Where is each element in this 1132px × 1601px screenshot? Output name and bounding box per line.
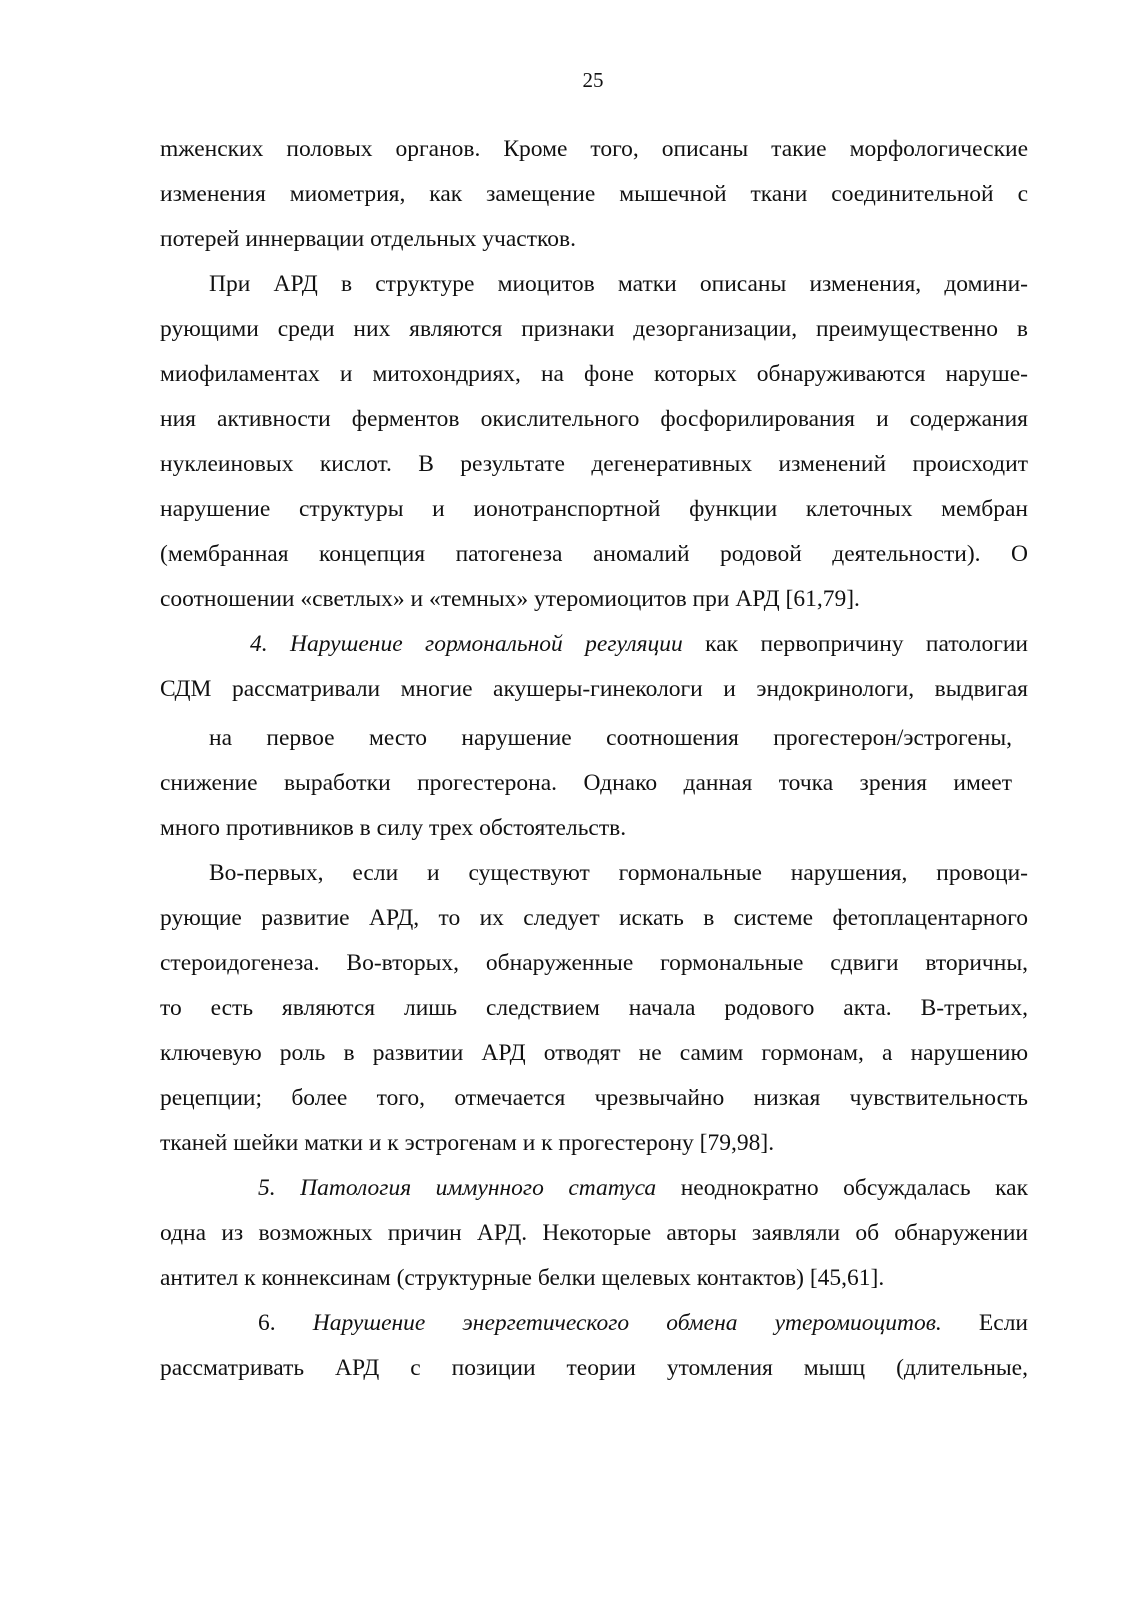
text-line <box>160 1301 1028 1346</box>
text-fragment: как первопричину патологии <box>682 631 1028 657</box>
text-line: рующими среди них являются признаки дезорганизации, преимущественно в <box>160 316 1028 342</box>
text-line: рассматривать АРД с позиции теории утомления мышц (длительные, <box>160 1355 1028 1381</box>
text-line: нарушение структуры и ионотранспортной функции клеточных мембран <box>160 496 1028 522</box>
paragraph <box>160 1166 1028 1301</box>
paragraph <box>160 1301 1028 1391</box>
text-line: (мембранная концепция патогенеза аномалий родовой деятельности). О <box>160 541 1028 567</box>
document-body <box>160 127 1028 1391</box>
text-line: изменения миометрия, как замещение мышечной ткани соединительной с <box>160 181 1028 207</box>
text-line: потерей иннервации отдельных участков. <box>160 226 576 252</box>
text-line <box>160 1166 1028 1211</box>
paragraph <box>160 622 1028 851</box>
text-line: Во-первых, если и существуют гормональные нарушения, провоци- <box>209 860 1028 886</box>
text-line: тканей шейки матки и к эстрогенам и к прогестерону [79,98]. <box>160 1130 775 1156</box>
paragraph <box>160 851 1028 1166</box>
text-line: снижение выработки прогестерона. Однако данная точка зрения имеет <box>160 770 1012 796</box>
text-line: на первое место нарушение соотношения прогестерон/эстрогены, <box>209 725 1012 751</box>
text-line: соотношении «светлых» и «темных» утеромиоцитов при АРД [61,79]. <box>160 586 860 612</box>
text-line: mженских половых органов. Кроме того, описаны такие морфологические <box>160 136 1028 162</box>
text-line: одна из возможных причин АРД. Некоторые авторы заявляли об обнаружении <box>160 1220 1028 1246</box>
text-line <box>160 622 1028 667</box>
italic-heading: 4. Нарушение гормональной регуляции <box>250 631 683 657</box>
list-number: 6. <box>258 1310 313 1336</box>
text-line: то есть являются лишь следствием начала родового акта. В-третьих, <box>160 995 1028 1021</box>
paragraph <box>160 262 1028 622</box>
text-line: стероидогенеза. Во-вторых, обнаруженные гормональные сдвиги вторичны, <box>160 950 1028 976</box>
text-line: антител к коннексинам (структурные белки щелевых контактов) [45,61]. <box>160 1265 885 1291</box>
text-fragment: неоднократно обсуждалась как <box>656 1175 1029 1201</box>
text-line: При АРД в структуре миоцитов матки описаны изменения, домини- <box>209 271 1028 297</box>
text-line: рующие развитие АРД, то их следует искать в системе фетоплацентарного <box>160 905 1028 931</box>
italic-heading: 5. Патология иммунного статуса <box>258 1175 657 1201</box>
text-line: ключевую роль в развитии АРД отводят не самим гормонам, а нарушению <box>160 1040 1028 1066</box>
text-line: рецепции; более того, отмечается чрезвычайно низкая чувствительность <box>160 1085 1028 1111</box>
text-line: ния активности ферментов окислительного фосфорилирования и содержания <box>160 406 1028 432</box>
text-line: СДМ рассматривали многие акушеры-гинекологи и эндокринологи, выдвигая <box>160 676 1028 702</box>
page-number: 25 <box>582 68 604 92</box>
italic-heading: Нарушение энергетического обмена утеромиоцитов. <box>312 1310 942 1336</box>
text-line: миофиламентах и митохондриях, на фоне которых обнаруживаются наруше- <box>160 361 1028 387</box>
text-line: нуклеиновых кислот. В результате дегенеративных изменений происходит <box>160 451 1028 477</box>
text-fragment: Если <box>941 1310 1029 1336</box>
paragraph <box>160 127 1028 262</box>
text-line: много противников в силу трех обстоятельств. <box>160 815 627 841</box>
